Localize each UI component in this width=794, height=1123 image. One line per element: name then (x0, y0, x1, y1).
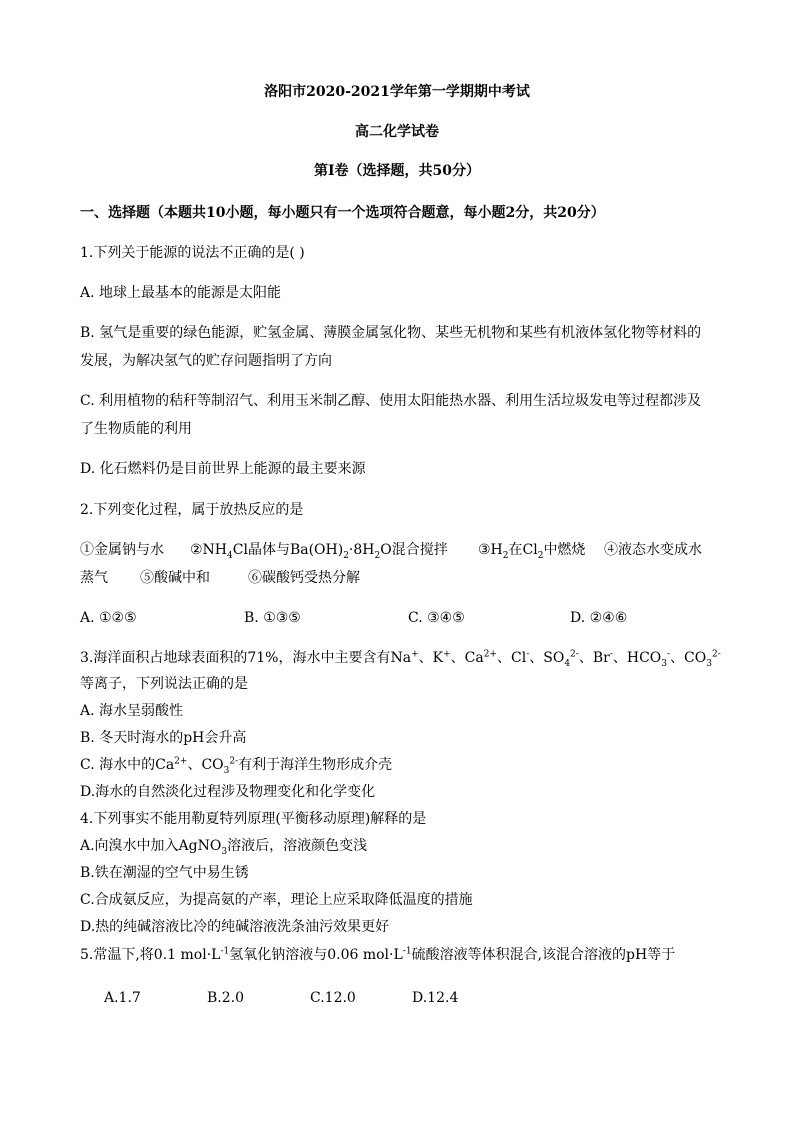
q5-stem: 5.常温下,将0.1 $mol\cdot L^{-1}$氢氧化钠溶液与0.06 $mol\cdot L^{-1}$硫酸溶液等体积混合,该混合溶液的pH等于 (80, 946, 676, 963)
q4-option-a: A.向溴水中加入AgNO$_3$溶液后，溶液颜色变浅 (80, 838, 368, 857)
q1-stem: 1.下列关于能源的说法不正确的是( ) (80, 245, 305, 261)
q4-option-d: D.热的纯碱溶液比冷的纯碱溶液洗条油污效果更好 (80, 919, 390, 935)
q5-option-c: C.12.0 (310, 990, 356, 1006)
q2-option-a: A. ①②⑤ (80, 610, 137, 626)
q5-option-b: B.2.0 (207, 990, 245, 1006)
q3-option-a: A. 海水呈弱酸性 (80, 703, 184, 719)
q1-option-c-line2: 了生物质能的利用 (80, 421, 192, 437)
q4-option-c: C.合成氨反应，为提高氨的产率，理论上应采取降低温度的措施 (80, 892, 473, 908)
volume-heading: 第Ⅰ卷（选择题，共50分） (313, 163, 481, 179)
q3-stem-line2: 等离子，下列说法正确的是 (80, 676, 248, 692)
q2-item-1: ①金属钠与水 (80, 542, 164, 558)
exam-title: 洛阳市2020-2021学年第一学期期中考试 (264, 84, 530, 100)
q4-option-b: B.铁在潮湿的空气中易生锈 (80, 865, 249, 881)
q2-option-c: C. ③④⑤ (408, 610, 465, 626)
q2-option-d: D. ②④⑥ (570, 610, 628, 626)
q1-option-a: A. 地球上最基本的能源是太阳能 (80, 285, 282, 301)
q3-stem-line1: 3.海洋面积占地球表面积的71%，海水中主要含有Na+、K+、$Ca^{2+}$、Cl-、$SO_4^{2-}$、Br-、$HCO_3^-$、$CO_3^{2-}$ (80, 649, 721, 669)
q5-option-a: A.1.7 (104, 990, 141, 1006)
q4-stem: 4.下列事实不能用勒夏特列原理(平衡移动原理)解释的是 (80, 811, 427, 827)
q1-option-b-line2: 发展，为解决氢气的贮存问题指明了方向 (80, 353, 332, 369)
q2-stem: 2.下列变化过程，属于放热反应的是 (80, 502, 304, 518)
q2-option-b: B. ①③⑤ (244, 610, 301, 626)
q2-item-4: ④液态水变成水 (604, 542, 702, 558)
q2-item-5: ⑤酸碱中和 (140, 570, 210, 586)
exam-subject: 高二化学试卷 (355, 124, 439, 140)
section-heading: 一、选择题（本题共10小题，每小题只有一个选项符合题意，每小题2分，共20分） (80, 205, 605, 221)
q3-option-b: B. 冬天时海水的pH会升高 (80, 730, 247, 746)
q3-option-c: C. 海水中的$Ca^{2+}$、$CO_3^{2-}$有利于海洋生物形成介壳 (80, 756, 393, 776)
q2-item-6: ⑥碳酸钙受热分解 (248, 570, 360, 586)
q3-option-d: D.海水的自然淡化过程涉及物理变化和化学变化 (80, 784, 376, 800)
q1-option-d: D. 化石燃料仍是目前世界上能源的最主要来源 (80, 461, 366, 477)
q1-option-b-line1: B. 氢气是重要的绿色能源，贮氢金属、薄膜金属氢化物、某些无机物和某些有机液体氢化物等材料的 (80, 325, 702, 341)
q2-item-2: $②NH_4Cl$晶体与$Ba(OH)_2\cdot 8H_2O$混合搅拌 (190, 542, 448, 561)
q2-item-3: $③H_2$在$Cl_2$中燃烧 (478, 542, 586, 561)
q5-option-d: D.12.4 (412, 990, 459, 1006)
q1-option-c-line1: C. 利用植物的秸秆等制沼气、利用玉米制乙醇、使用太阳能热水器、利用生活垃圾发电等过程都涉及 (80, 393, 702, 409)
q2-item-4-cont: 蒸气 (80, 570, 108, 586)
